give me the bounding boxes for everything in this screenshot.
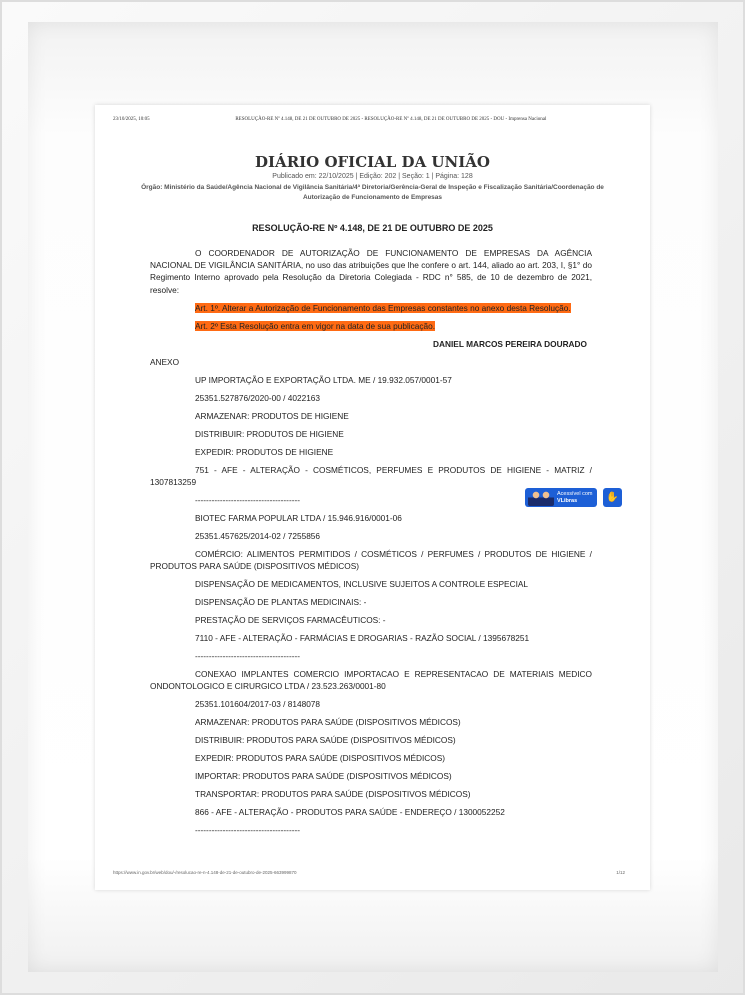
resolution-title: RESOLUÇÃO-RE Nº 4.148, DE 21 DE OUTUBRO DE 2025 <box>252 223 493 233</box>
annex-line: PRESTAÇÃO DE SERVIÇOS FARMACÊUTICOS: - <box>195 615 386 626</box>
vlibras-line1: Acessível com <box>557 490 593 497</box>
preamble: O COORDENADOR DE AUTORIZAÇÃO DE FUNCIONAMENTO DE EMPRESAS DA AGÊNCIA NACIONAL DE VIGILÂNCIA SANITÁRIA, no uso das atribuições que lhe confere o art. 144, aliado ao art. 203, I, §1° do Regimento Interno aprovado pela Resolução da Diretoria Colegiada - RDC n° 585, de 10 de dezembro de 2021, resolve: <box>150 248 592 295</box>
print-footer <box>113 870 625 875</box>
document-body <box>150 247 592 842</box>
annex-line: 25351.101604/2017-03 / 8148078 <box>195 699 321 710</box>
document-page <box>95 105 650 890</box>
article-1 <box>150 302 592 314</box>
print-header <box>113 117 632 122</box>
print-doc-title: RESOLUÇÃO-RE Nº 4.148, DE 21 DE OUTUBRO DE 2025 - RESOLUÇÃO-RE Nº 4.148, DE 21 DE OUTUBRO DE 2025 - DOU - Imprensa Nacional <box>235 117 547 122</box>
vlibras-widget[interactable] <box>525 488 597 507</box>
annex-line: COMÉRCIO: ALIMENTOS PERMITIDOS / COSMÉTICOS / PERFUMES / PRODUTOS DE HIGIENE / PRODUTOS PARA SAÚDE (DISPOSITIVOS MÉDICOS) <box>150 548 592 572</box>
signature: DANIEL MARCOS PEREIRA DOURADO <box>433 338 587 349</box>
vlibras-line2: VLibras <box>557 497 578 504</box>
annex-line: 866 - AFE - ALTERAÇÃO - PRODUTOS PARA SAÚDE - ENDEREÇO / 1300052252 <box>195 807 505 818</box>
annex-line: -------------------------------------- <box>195 494 300 505</box>
annex-line: BIOTEC FARMA POPULAR LTDA / 15.946.916/0001-06 <box>195 512 402 523</box>
annex-line: CONEXAO IMPLANTES COMERCIO IMPORTACAO E REPRESENTACAO DE MATERIAIS MEDICO ONDONTOLOGICO E CIRURGICO LTDA / 23.523.263/0001-80 <box>150 669 592 692</box>
article-1-text: Art. 1º. Alterar a Autorização de Funcionamento das Empresas constantes no anexo desta Resolução. <box>195 302 571 313</box>
annex-line: TRANSPORTAR: PRODUTOS PARA SAÚDE (DISPOSITIVOS MÉDICOS) <box>195 789 471 800</box>
annex-line: -------------------------------------- <box>195 825 300 836</box>
annex-line: DISPENSAÇÃO DE PLANTAS MEDICINAIS: - <box>195 597 367 608</box>
annex-list <box>150 374 592 837</box>
vlibras-avatar-icon <box>528 489 554 506</box>
annex-line: DISTRIBUIR: PRODUTOS DE HIGIENE <box>195 428 344 439</box>
annex-line: EXPEDIR: PRODUTOS PARA SAÚDE (DISPOSITIVOS MÉDICOS) <box>195 753 446 764</box>
organ-info: Órgão: Ministério da Saúde/Agência Nacional de Vigilância Sanitária/4ª Diretoria/Gerência-Geral de Inspeção e Fiscalização Sanitária/Coordenação de Autorização de Funcionamento de Empresas <box>141 184 604 201</box>
annex-line: 751 - AFE - ALTERAÇÃO - COSMÉTICOS, PERFUMES E PRODUTOS DE HIGIENE - MATRIZ / 1307813259 <box>150 464 592 487</box>
annex-label: ANEXO <box>150 356 180 367</box>
annex-line: IMPORTAR: PRODUTOS PARA SAÚDE (DISPOSITIVOS MÉDICOS) <box>195 771 452 782</box>
article-2 <box>150 320 592 332</box>
masthead: DIÁRIO OFICIAL DA UNIÃO <box>255 153 490 171</box>
annex-line: 25351.527876/2020-00 / 4022163 <box>195 392 321 403</box>
annex-line: EXPEDIR: PRODUTOS DE HIGIENE <box>195 446 334 457</box>
annex-line: DISTRIBUIR: PRODUTOS PARA SAÚDE (DISPOSITIVOS MÉDICOS) <box>195 735 456 746</box>
annex-line: 25351.457625/2014-02 / 7255856 <box>195 530 321 541</box>
footer-page: 1/12 <box>616 870 625 875</box>
vlibras-hand-icon[interactable]: ✋ <box>603 488 622 507</box>
publication-info: Publicado em: 22/10/2025 | Edição: 202 | Seção: 1 | Página: 128 <box>272 173 473 180</box>
annex-line: ARMAZENAR: PRODUTOS PARA SAÚDE (DISPOSITIVOS MÉDICOS) <box>195 717 461 728</box>
article-2-text: Art. 2º Esta Resolução entra em vigor na data de sua publicação. <box>195 320 436 331</box>
annex-line: 7110 - AFE - ALTERAÇÃO - FARMÁCIAS E DROGARIAS - RAZÃO SOCIAL / 1395678251 <box>195 633 530 644</box>
print-datetime: 23/10/2025, 10:05 <box>113 117 150 122</box>
annex-line: UP IMPORTAÇÃO E EXPORTAÇÃO LTDA. ME / 19.932.057/0001-57 <box>195 374 452 385</box>
footer-url: https://www.in.gov.br/web/dou/-/resolucao-re-n-4.148-de-21-de-outubro-de-2025-663999870 <box>113 870 297 875</box>
annex-line: -------------------------------------- <box>195 651 300 662</box>
annex-line: DISPENSAÇÃO DE MEDICAMENTOS, INCLUSIVE SUJEITOS A CONTROLE ESPECIAL <box>195 579 529 590</box>
annex-line: ARMAZENAR: PRODUTOS DE HIGIENE <box>195 410 349 421</box>
